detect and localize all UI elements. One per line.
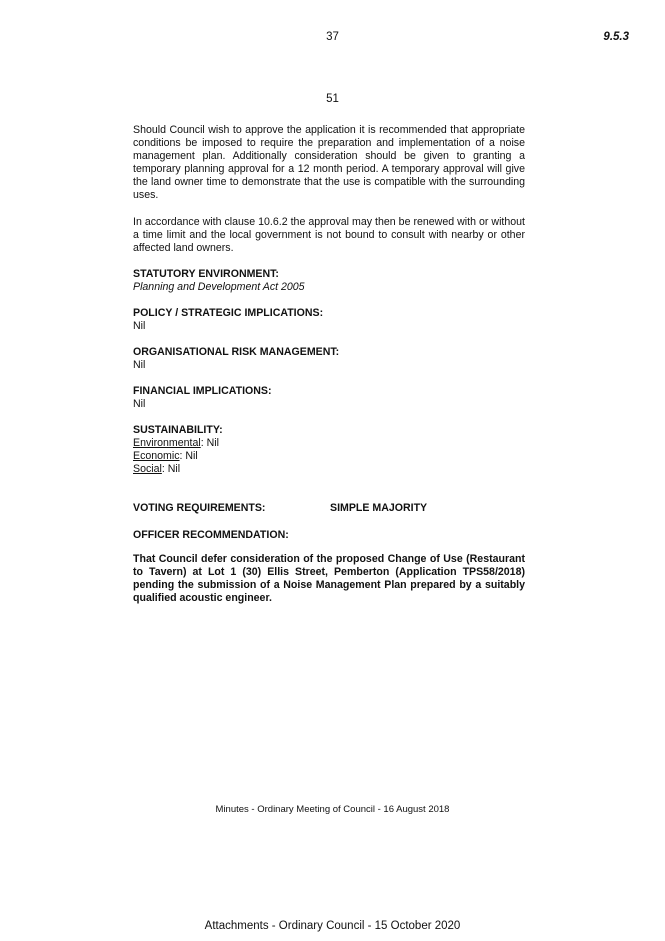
sustainability-economic <box>133 450 525 463</box>
risk-section <box>133 346 525 372</box>
recommendation-text: That Council defer consideration of the proposed Change of Use (Restaurant to Tavern) at Lot 1 (30) Ellis Street, Pemberton (Application TPS58/2018) pending the submission of a Noise Management Plan prepared by a suitably qualified acoustic engineer. <box>133 553 525 604</box>
voting-label: VOTING REQUIREMENTS: <box>133 502 266 514</box>
minutes-footer: Minutes - Ordinary Meeting of Council - 16 August 2018 <box>215 804 450 815</box>
body-paragraph-2 <box>133 216 525 255</box>
statutory-heading: STATUTORY ENVIRONMENT: <box>133 268 279 280</box>
social-label: Social <box>133 463 162 475</box>
paragraph-text: Should Council wish to approve the application it is recommended that appropriate conditions be imposed to require the preparation and implementation of a noise management plan. Additionally consideration should be given to granting a temporary planning approval for a 12 month period. A temporary approval will give the land owner time to demonstrate that the use is compatible with the surrounding uses. <box>133 124 525 201</box>
sustainability-social <box>133 463 525 476</box>
attachments-footer: Attachments - Ordinary Council - 15 October 2020 <box>204 920 461 932</box>
social-value: : Nil <box>161 463 181 475</box>
voting-value: SIMPLE MAJORITY <box>330 502 428 514</box>
body-paragraph-1 <box>133 124 525 202</box>
statutory-section <box>133 268 525 294</box>
page-number: 37 <box>326 31 339 43</box>
policy-heading: POLICY / STRATEGIC IMPLICATIONS: <box>133 307 324 319</box>
paragraph-text: In accordance with clause 10.6.2 the approval may then be renewed with or without a time limit and the local government is not bound to consult with nearby or other affected land owners. <box>133 216 525 254</box>
policy-value: Nil <box>133 320 146 332</box>
sustainability-heading: SUSTAINABILITY: <box>133 424 223 436</box>
environmental-label: Environmental <box>133 437 201 449</box>
policy-section <box>133 307 525 333</box>
sustainability-environmental <box>133 437 525 450</box>
financial-heading: FINANCIAL IMPLICATIONS: <box>133 385 272 397</box>
economic-label: Economic <box>133 450 180 462</box>
recommendation-block <box>133 553 525 605</box>
risk-heading: ORGANISATIONAL RISK MANAGEMENT: <box>133 346 340 358</box>
risk-value: Nil <box>133 359 146 371</box>
inner-page-number: 51 <box>326 93 339 105</box>
economic-value: : Nil <box>179 450 198 462</box>
item-reference: 9.5.3 <box>603 31 629 43</box>
voting-requirements <box>133 502 525 515</box>
officer-heading: OFFICER RECOMMENDATION: <box>133 529 289 541</box>
statutory-value: Planning and Development Act 2005 <box>133 281 305 293</box>
environmental-value: : Nil <box>200 437 219 449</box>
sustainability-section <box>133 424 525 476</box>
officer-recommendation-section <box>133 529 525 542</box>
financial-section <box>133 385 525 411</box>
financial-value: Nil <box>133 398 146 410</box>
